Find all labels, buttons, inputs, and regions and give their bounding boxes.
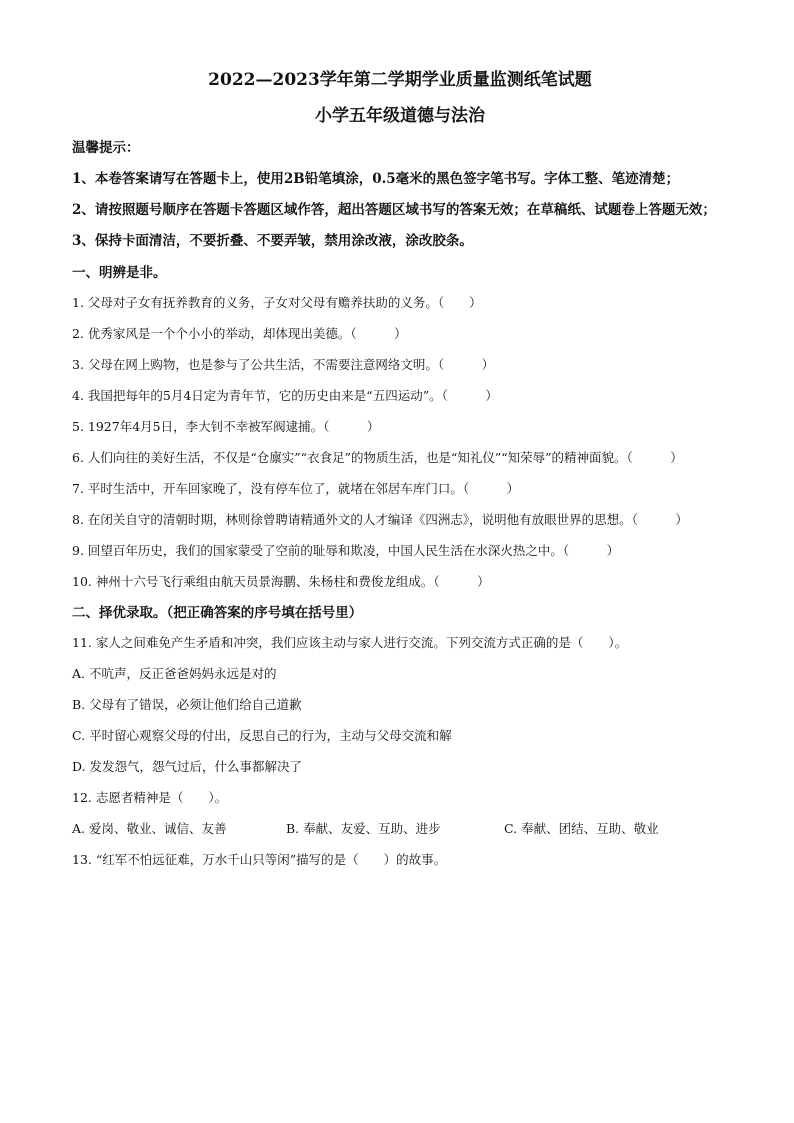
question-11-option-c: C. 平时留心观察父母的付出，反思自己的行为，主动与父母交流和解 xyxy=(72,728,452,743)
question-6: 6. 人们向往的美好生活，不仅是“仓廪实”“衣食足”的物质生活，也是“知礼仪”“知荣辱”的精神面貌。（ ） xyxy=(72,450,683,465)
exam-page xyxy=(72,68,728,875)
question-12-option-b: B. 奉献、友爱、互助、进步 xyxy=(286,821,441,836)
question-5: 5. 1927年4月5日，李大钊不幸被军阀逮捕。（ ） xyxy=(72,419,380,434)
question-3: 3. 父母在网上购物，也是参与了公共生活，不需要注意网络文明。（ ） xyxy=(72,357,495,372)
section-2-title: 二、择优录取。（把正确答案的序号填在括号里） xyxy=(72,605,363,621)
question-7: 7. 平时生活中，开车回家晚了，没有停车位了，就堵在邻居车库门口。（ ） xyxy=(72,481,520,496)
question-12-option-a: A. 爱岗、敬业、诚信、友善 xyxy=(72,821,227,836)
tip-item: 2、请按照题号顺序在答题卡答题区域作答，超出答题区域书写的答案无效；在草稿纸、试题卷上答题无效； xyxy=(72,202,716,218)
question-12-option-c: C. 奉献、团结、互助、敬业 xyxy=(504,821,659,836)
question-8: 8. 在闭关自守的清朝时期，林则徐曾聘请精通外文的人才编译《四洲志》，说明他有放眼世界的思想。（ ） xyxy=(72,512,688,527)
question-11: 11. 家人之间难免产生矛盾和冲突，我们应该主动与家人进行交流。下列交流方式正确的是（ ）。 xyxy=(72,635,628,650)
question-12: 12. 志愿者精神是（ ）。 xyxy=(72,790,228,805)
question-1: 1. 父母对子女有抚养教育的义务，子女对父母有赡养扶助的义务。（ ） xyxy=(72,295,482,310)
question-13: 13. “红军不怕远征难，万水千山只等闲”描写的是（ ）的故事。 xyxy=(72,852,447,867)
tip-item: 1、本卷答案请写在答题卡上，使用2B铅笔填涂，0.5毫米的黑色签字笔书写。字体工整、笔迹清楚； xyxy=(72,171,680,187)
question-10: 10. 神州十六号飞行乘组由航天员景海鹏、朱杨柱和费俊龙组成。（ ） xyxy=(72,574,490,589)
question-11-option-b: B. 父母有了错误，必须让他们给自己道歉 xyxy=(72,697,302,712)
question-4: 4. 我国把每年的5月4日定为青年节，它的历史由来是“五四运动”。（ ） xyxy=(72,388,498,403)
question-11-option-a: A. 不吭声，反正爸爸妈妈永远是对的 xyxy=(72,666,277,681)
tips-label: 温馨提示： xyxy=(72,140,140,156)
question-9: 9. 回望百年历史，我们的国家蒙受了空前的耻辱和欺凌，中国人民生活在水深火热之中。（ ） xyxy=(72,543,620,558)
question-11-option-d: D. 发发怨气，怨气过后，什么事都解决了 xyxy=(72,759,303,774)
exam-subtitle: 小学五年级道德与法治 xyxy=(315,106,485,126)
section-1-title: 一、明辨是非。 xyxy=(72,265,167,281)
question-2: 2. 优秀家风是一个个小小的举动，却体现出美德。（ ） xyxy=(72,326,407,341)
question-12-options xyxy=(72,813,728,844)
exam-title: 2022—2023学年第二学期学业质量监测纸笔试题 xyxy=(208,70,592,90)
tip-item: 3、保持卡面清洁，不要折叠、不要弄皱，禁用涂改液，涂改胶条。 xyxy=(72,233,473,249)
